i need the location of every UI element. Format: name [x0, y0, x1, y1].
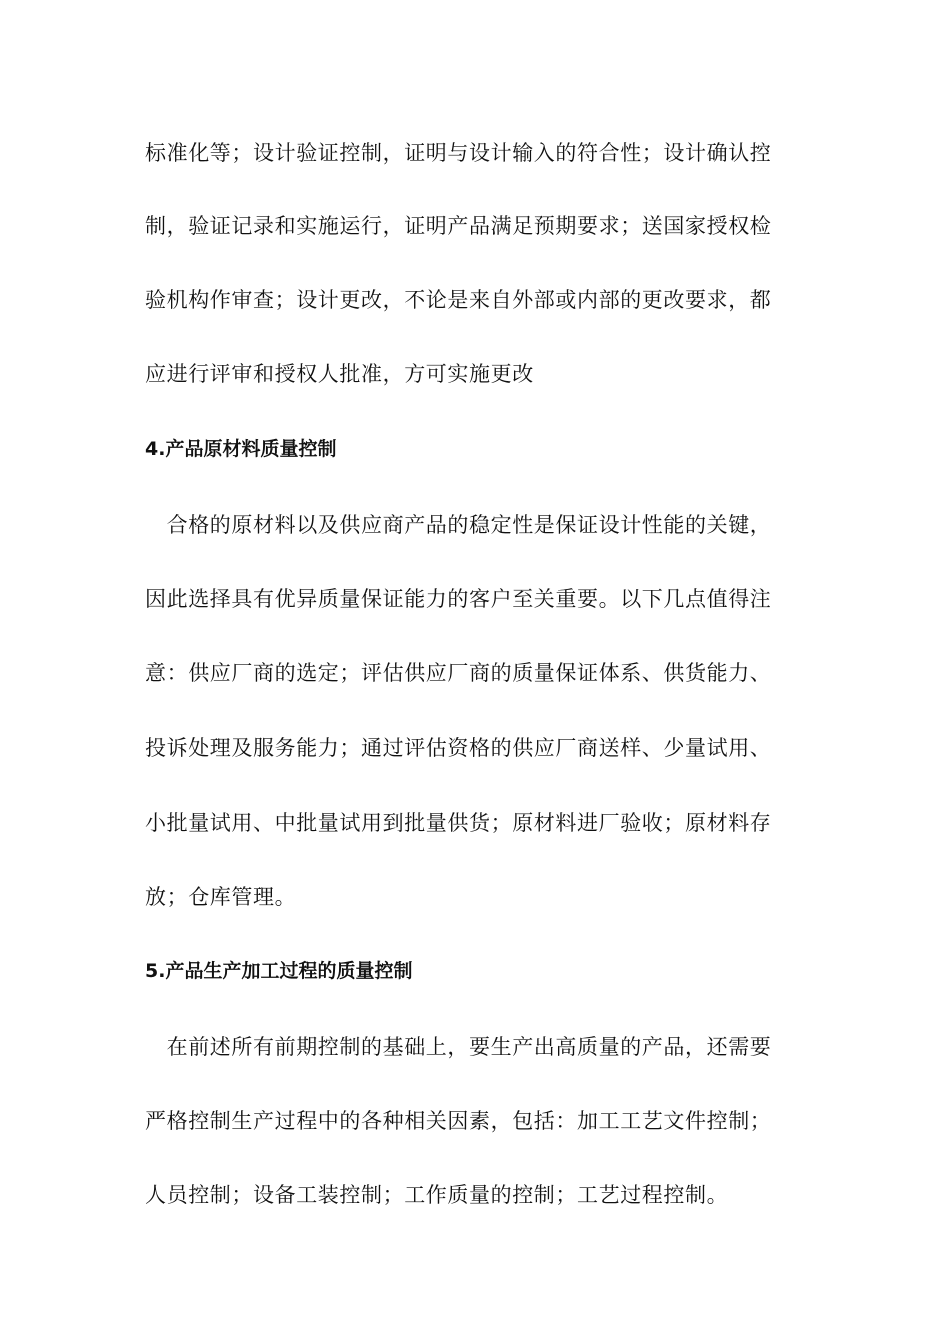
paragraph-line: 合格的原材料以及供应商产品的稳定性是保证设计性能的关键， [145, 513, 772, 537]
paragraph-line: 验机构作审查；设计更改，不论是来自外部或内部的更改要求，都 [145, 288, 772, 312]
paragraph-line: 制，验证记录和实施运行，证明产品满足预期要求；送国家授权检 [145, 214, 772, 238]
paragraph-line: 小批量试用、中批量试用到批量供货；原材料进厂验收；原材料存 [145, 811, 772, 835]
paragraph-line: 意：供应厂商的选定；评估供应厂商的质量保证体系、供货能力、 [145, 661, 772, 685]
section-heading: 5.产品生产加工过程的质量控制 [145, 960, 413, 982]
section-heading: 4.产品原材料质量控制 [145, 438, 337, 460]
paragraph-line: 放；仓库管理。 [145, 885, 297, 909]
paragraph-line: 应进行评审和授权人批准，方可实施更改 [145, 362, 534, 386]
paragraph-line: 投诉处理及服务能力；通过评估资格的供应厂商送样、少量试用、 [145, 736, 772, 760]
paragraph-line: 在前述所有前期控制的基础上，要生产出高质量的产品，还需要 [145, 1035, 772, 1059]
paragraph-line: 因此选择具有优异质量保证能力的客户至关重要。以下几点值得注 [145, 587, 772, 611]
paragraph-line: 人员控制；设备工装控制；工作质量的控制；工艺过程控制。 [145, 1183, 729, 1207]
paragraph-line: 严格控制生产过程中的各种相关因素，包括：加工工艺文件控制； [145, 1109, 772, 1133]
paragraph-line: 标准化等；设计验证控制，证明与设计输入的符合性；设计确认控 [145, 141, 772, 165]
